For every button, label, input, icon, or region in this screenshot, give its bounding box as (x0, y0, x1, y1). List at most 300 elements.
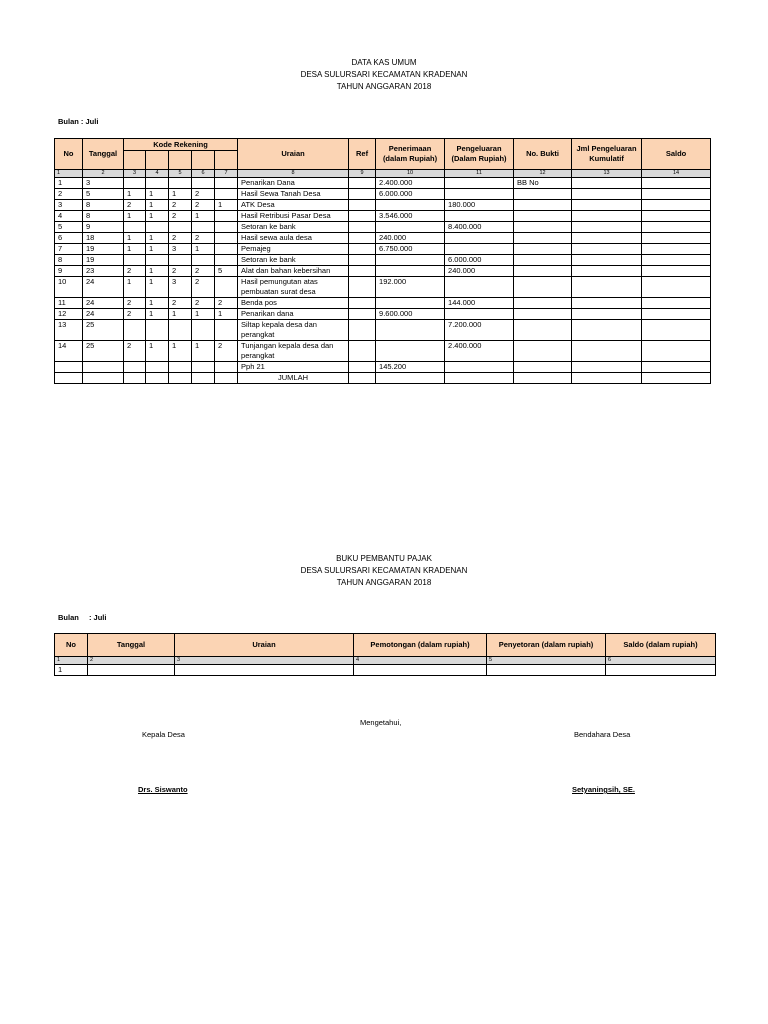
cell-saldo (642, 266, 711, 277)
cell-pengeluaran: 8.400.000 (445, 222, 514, 233)
cell-tanggal: 25 (83, 341, 124, 362)
cell-tanggal: 19 (83, 244, 124, 255)
cell-uraian: JUMLAH (238, 373, 349, 384)
cell-jml-kumulatif (572, 341, 642, 362)
cell-penerimaan (376, 298, 445, 309)
cell-pengeluaran: 180.000 (445, 200, 514, 211)
cell-no: 6 (55, 233, 83, 244)
cell-no-bukti (514, 309, 572, 320)
column-number: 1 (55, 657, 88, 665)
cell-ref (349, 211, 376, 222)
cell-kode-rekening (169, 373, 192, 384)
table-row (55, 200, 711, 211)
cell-kode-rekening: 2 (124, 309, 146, 320)
cell-kode-rekening (169, 255, 192, 266)
cell-kode-rekening: 1 (124, 211, 146, 222)
cell-kode-rekening: 1 (146, 277, 169, 298)
cell-kode-rekening: 2 (124, 298, 146, 309)
table-row (55, 244, 711, 255)
kas-header-kode-sub (146, 151, 169, 170)
cell-ref (349, 266, 376, 277)
cell-uraian: Hasil pemungutan atas pembuatan surat desa (238, 277, 349, 298)
cell-no: 5 (55, 222, 83, 233)
pajak-header-tanggal: Tanggal (88, 634, 175, 657)
table-row (55, 320, 711, 341)
table-row (55, 178, 711, 189)
column-number: 4 (146, 170, 169, 178)
cell-kode-rekening (215, 255, 238, 266)
cell-kode-rekening: 1 (146, 244, 169, 255)
pajak-month-label (58, 613, 106, 622)
kas-header-kode-sub (215, 151, 238, 170)
cell-ref (349, 222, 376, 233)
column-number: 5 (487, 657, 606, 665)
cell-kode-rekening (169, 222, 192, 233)
kas-header-ref: Ref (349, 139, 376, 170)
cell-ref (349, 373, 376, 384)
cell-penerimaan: 6.750.000 (376, 244, 445, 255)
column-number: 5 (169, 170, 192, 178)
cell-pengeluaran (445, 233, 514, 244)
cell-pengeluaran (445, 362, 514, 373)
cell-ref (349, 244, 376, 255)
cell-kode-rekening (169, 320, 192, 341)
cell-kode-rekening (146, 255, 169, 266)
cell-kode-rekening (146, 222, 169, 233)
cell-kode-rekening (192, 373, 215, 384)
cell-kode-rekening (192, 320, 215, 341)
column-number: 3 (175, 657, 354, 665)
cell-tanggal: 3 (83, 178, 124, 189)
column-number: 9 (349, 170, 376, 178)
cell-kode-rekening: 2 (124, 341, 146, 362)
cell-kode-rekening (215, 362, 238, 373)
kas-header-kode-sub (124, 151, 146, 170)
kas-table (54, 138, 711, 384)
cell-no-bukti (514, 211, 572, 222)
cell-penerimaan (376, 341, 445, 362)
table-row (55, 309, 711, 320)
cell-kode-rekening: 1 (124, 244, 146, 255)
cell-tanggal: 24 (83, 277, 124, 298)
cell-kode-rekening: 1 (146, 200, 169, 211)
cell-uraian: Pph 21 (238, 362, 349, 373)
cell-kode-rekening: 2 (169, 211, 192, 222)
cell-no-bukti (514, 244, 572, 255)
cell-uraian: Tunjangan kepala desa dan perangkat (238, 341, 349, 362)
cell-jml-kumulatif (572, 211, 642, 222)
cell-no (55, 373, 83, 384)
table-row (55, 665, 716, 676)
pajak-month-label-text: Bulan (58, 613, 79, 622)
cell-pengeluaran (445, 277, 514, 298)
table-row (55, 266, 711, 277)
cell-no: 7 (55, 244, 83, 255)
table-row (55, 277, 711, 298)
cell-pengeluaran: 7.200.000 (445, 320, 514, 341)
pajak-title-line-2: DESA SULURSARI KECAMATAN KRADENAN (300, 566, 468, 575)
cell-saldo (642, 255, 711, 266)
cell-no: 12 (55, 309, 83, 320)
column-number: 14 (642, 170, 711, 178)
cell-kode-rekening: 2 (215, 341, 238, 362)
cell-jml-kumulatif (572, 255, 642, 266)
cell-no: 1 (55, 665, 88, 676)
cell-saldo (642, 189, 711, 200)
cell-uraian: Siltap kepala desa dan perangkat (238, 320, 349, 341)
cell-kode-rekening: 1 (169, 189, 192, 200)
cell-kode-rekening (192, 178, 215, 189)
cell-kode-rekening: 2 (192, 200, 215, 211)
table-row (55, 255, 711, 266)
cell-kode-rekening: 1 (169, 341, 192, 362)
kas-header-no: No (55, 139, 83, 170)
cell-kode-rekening (124, 373, 146, 384)
pajak-header-uraian: Uraian (175, 634, 354, 657)
cell-saldo (642, 200, 711, 211)
cell-penerimaan (376, 373, 445, 384)
column-number: 11 (445, 170, 514, 178)
cell-no-bukti (514, 320, 572, 341)
cell-penerimaan (376, 222, 445, 233)
pajak-title-line-1: BUKU PEMBANTU PAJAK (336, 554, 432, 563)
cell-kode-rekening (215, 320, 238, 341)
kepala-desa-role: Kepala Desa (142, 730, 185, 739)
table-row (55, 233, 711, 244)
bendahara-desa-name: Setyaningsih, SE. (572, 785, 635, 794)
cell-kode-rekening: 2 (192, 298, 215, 309)
cell-penerimaan: 192.000 (376, 277, 445, 298)
cell-pemotongan (354, 665, 487, 676)
cell-kode-rekening: 2 (124, 200, 146, 211)
cell-kode-rekening: 2 (192, 189, 215, 200)
pajak-header-penyetoran: Penyetoran (dalam rupiah) (487, 634, 606, 657)
cell-no: 9 (55, 266, 83, 277)
cell-kode-rekening: 1 (124, 277, 146, 298)
cell-uraian: Hasil Sewa Tanah Desa (238, 189, 349, 200)
table-row (55, 362, 711, 373)
cell-jml-kumulatif (572, 320, 642, 341)
cell-no-bukti (514, 362, 572, 373)
cell-jml-kumulatif (572, 200, 642, 211)
cell-uraian: Pemajeg (238, 244, 349, 255)
cell-no-bukti (514, 233, 572, 244)
pajak-title-line-3: TAHUN ANGGARAN 2018 (336, 578, 432, 587)
cell-kode-rekening: 2 (215, 298, 238, 309)
cell-kode-rekening: 2 (124, 266, 146, 277)
cell-tanggal: 23 (83, 266, 124, 277)
cell-no-bukti (514, 189, 572, 200)
cell-kode-rekening: 3 (169, 244, 192, 255)
cell-kode-rekening (215, 222, 238, 233)
cell-jml-kumulatif (572, 298, 642, 309)
cell-no (55, 362, 83, 373)
cell-kode-rekening: 2 (169, 200, 192, 211)
cell-saldo (642, 362, 711, 373)
cell-penerimaan: 240.000 (376, 233, 445, 244)
column-number: 4 (354, 657, 487, 665)
cell-jml-kumulatif (572, 233, 642, 244)
cell-tanggal: 18 (83, 233, 124, 244)
column-number: 13 (572, 170, 642, 178)
cell-kode-rekening (124, 255, 146, 266)
cell-tanggal: 25 (83, 320, 124, 341)
cell-no-bukti (514, 277, 572, 298)
cell-pengeluaran: 2.400.000 (445, 341, 514, 362)
cell-no: 3 (55, 200, 83, 211)
cell-kode-rekening (146, 320, 169, 341)
cell-no: 13 (55, 320, 83, 341)
cell-pengeluaran (445, 373, 514, 384)
cell-jml-kumulatif (572, 309, 642, 320)
cell-tanggal: 9 (83, 222, 124, 233)
cell-kode-rekening (124, 362, 146, 373)
cell-jml-kumulatif (572, 266, 642, 277)
cell-saldo (606, 665, 716, 676)
kas-header-jml-kumulatif: Jml Pengeluaran Kumulatif (572, 139, 642, 170)
kas-header-kode-rekening: Kode Rekening (124, 139, 238, 151)
cell-kode-rekening (215, 233, 238, 244)
pajak-header-no: No (55, 634, 88, 657)
cell-saldo (642, 341, 711, 362)
column-number: 10 (376, 170, 445, 178)
cell-no: 14 (55, 341, 83, 362)
cell-kode-rekening: 1 (146, 189, 169, 200)
table-row (55, 189, 711, 200)
cell-tanggal: 19 (83, 255, 124, 266)
cell-pengeluaran (445, 189, 514, 200)
kas-header-kode-sub (192, 151, 215, 170)
cell-kode-rekening: 1 (146, 211, 169, 222)
kas-header-tanggal: Tanggal (83, 139, 124, 170)
cell-uraian (175, 665, 354, 676)
cell-kode-rekening (215, 189, 238, 200)
cell-saldo (642, 178, 711, 189)
kas-title-line-3: TAHUN ANGGARAN 2018 (336, 82, 432, 91)
cell-tanggal: 24 (83, 298, 124, 309)
kas-title-line-2: DESA SULURSARI KECAMATAN KRADENAN (300, 70, 468, 79)
kas-month-label: Bulan : Juli (58, 117, 99, 126)
cell-kode-rekening: 1 (169, 309, 192, 320)
cell-saldo (642, 222, 711, 233)
cell-kode-rekening: 1 (215, 309, 238, 320)
cell-pengeluaran: 6.000.000 (445, 255, 514, 266)
cell-tanggal: 5 (83, 189, 124, 200)
cell-no-bukti (514, 298, 572, 309)
cell-saldo (642, 309, 711, 320)
kas-header-uraian: Uraian (238, 139, 349, 170)
cell-pengeluaran: 144.000 (445, 298, 514, 309)
cell-uraian: Setoran ke bank (238, 222, 349, 233)
cell-kode-rekening: 1 (124, 233, 146, 244)
cell-no: 2 (55, 189, 83, 200)
column-number: 1 (55, 170, 83, 178)
table-row (55, 211, 711, 222)
table-row (55, 373, 711, 384)
cell-kode-rekening: 1 (192, 211, 215, 222)
kas-column-number-row (55, 170, 711, 178)
kas-header-pengeluaran: Pengeluaran (Dalam Rupiah) (445, 139, 514, 170)
cell-kode-rekening (146, 178, 169, 189)
cell-kode-rekening: 3 (169, 277, 192, 298)
cell-ref (349, 362, 376, 373)
cell-no-bukti: BB No (514, 178, 572, 189)
cell-penerimaan: 3.546.000 (376, 211, 445, 222)
cell-tanggal (88, 665, 175, 676)
cell-ref (349, 233, 376, 244)
cell-penerimaan: 9.600.000 (376, 309, 445, 320)
column-number: 2 (83, 170, 124, 178)
table-row (55, 222, 711, 233)
cell-kode-rekening: 1 (146, 266, 169, 277)
cell-kode-rekening (215, 373, 238, 384)
kepala-desa-name: Drs. Siswanto (138, 785, 188, 794)
cell-tanggal (83, 373, 124, 384)
cell-kode-rekening: 2 (192, 266, 215, 277)
cell-ref (349, 298, 376, 309)
cell-saldo (642, 244, 711, 255)
cell-penerimaan (376, 255, 445, 266)
cell-no-bukti (514, 266, 572, 277)
cell-kode-rekening: 2 (192, 233, 215, 244)
cell-kode-rekening (169, 362, 192, 373)
cell-uraian: Hasil sewa aula desa (238, 233, 349, 244)
pajak-title-block (0, 553, 768, 589)
cell-uraian: Penarikan dana (238, 309, 349, 320)
cell-uraian: Benda pos (238, 298, 349, 309)
pajak-table (54, 633, 716, 676)
kas-title-block (0, 57, 768, 93)
cell-pengeluaran (445, 309, 514, 320)
cell-ref (349, 309, 376, 320)
cell-kode-rekening: 1 (146, 233, 169, 244)
cell-no-bukti (514, 373, 572, 384)
column-number: 12 (514, 170, 572, 178)
cell-ref (349, 277, 376, 298)
cell-kode-rekening: 1 (192, 341, 215, 362)
cell-penyetoran (487, 665, 606, 676)
kas-header-no-bukti: No. Bukti (514, 139, 572, 170)
cell-kode-rekening: 1 (192, 244, 215, 255)
cell-ref (349, 255, 376, 266)
bendahara-desa-role: Bendahara Desa (574, 730, 631, 739)
column-number: 6 (192, 170, 215, 178)
pajak-header-saldo: Saldo (dalam rupiah) (606, 634, 716, 657)
cell-penerimaan (376, 266, 445, 277)
cell-no: 11 (55, 298, 83, 309)
cell-jml-kumulatif (572, 178, 642, 189)
cell-kode-rekening (124, 222, 146, 233)
column-number: 7 (215, 170, 238, 178)
cell-kode-rekening: 1 (124, 189, 146, 200)
kas-header-saldo: Saldo (642, 139, 711, 170)
column-number: 8 (238, 170, 349, 178)
column-number: 2 (88, 657, 175, 665)
cell-jml-kumulatif (572, 373, 642, 384)
cell-penerimaan (376, 320, 445, 341)
cell-saldo (642, 233, 711, 244)
cell-no-bukti (514, 222, 572, 233)
cell-jml-kumulatif (572, 222, 642, 233)
table-row (55, 341, 711, 362)
cell-no: 8 (55, 255, 83, 266)
cell-kode-rekening: 1 (146, 298, 169, 309)
cell-pengeluaran (445, 178, 514, 189)
cell-kode-rekening (146, 362, 169, 373)
cell-no-bukti (514, 255, 572, 266)
cell-kode-rekening (215, 244, 238, 255)
cell-kode-rekening (192, 362, 215, 373)
cell-kode-rekening: 1 (146, 309, 169, 320)
cell-uraian: Alat dan bahan kebersihan (238, 266, 349, 277)
cell-pengeluaran (445, 244, 514, 255)
cell-jml-kumulatif (572, 277, 642, 298)
cell-uraian: Hasil Retribusi Pasar Desa (238, 211, 349, 222)
cell-kode-rekening: 2 (169, 298, 192, 309)
cell-jml-kumulatif (572, 362, 642, 373)
kas-header-penerimaan: Penerimaan (dalam Rupiah) (376, 139, 445, 170)
pajak-month-value: : Juli (88, 613, 107, 622)
cell-kode-rekening: 2 (169, 233, 192, 244)
cell-kode-rekening: 1 (146, 341, 169, 362)
kas-header-kode-sub (169, 151, 192, 170)
cell-kode-rekening: 2 (169, 266, 192, 277)
cell-uraian: ATK Desa (238, 200, 349, 211)
cell-no-bukti (514, 341, 572, 362)
cell-kode-rekening: 2 (192, 277, 215, 298)
pajak-header-pemotongan: Pemotongan (dalam rupiah) (354, 634, 487, 657)
cell-ref (349, 341, 376, 362)
cell-kode-rekening (192, 255, 215, 266)
cell-saldo (642, 320, 711, 341)
cell-penerimaan (376, 200, 445, 211)
cell-no: 4 (55, 211, 83, 222)
cell-pengeluaran: 240.000 (445, 266, 514, 277)
pajak-column-number-row (55, 657, 716, 665)
cell-kode-rekening (169, 178, 192, 189)
mengetahui-label: Mengetahui, (360, 718, 402, 727)
kas-title-line-1: DATA KAS UMUM (351, 58, 417, 67)
cell-tanggal (83, 362, 124, 373)
cell-kode-rekening (215, 211, 238, 222)
cell-tanggal: 8 (83, 211, 124, 222)
cell-no: 10 (55, 277, 83, 298)
cell-saldo (642, 298, 711, 309)
cell-kode-rekening: 1 (192, 309, 215, 320)
cell-kode-rekening (124, 320, 146, 341)
cell-kode-rekening (146, 373, 169, 384)
cell-kode-rekening (215, 178, 238, 189)
cell-ref (349, 178, 376, 189)
column-number: 3 (124, 170, 146, 178)
cell-kode-rekening (215, 277, 238, 298)
cell-jml-kumulatif (572, 189, 642, 200)
cell-jml-kumulatif (572, 244, 642, 255)
cell-ref (349, 200, 376, 211)
cell-kode-rekening: 5 (215, 266, 238, 277)
cell-saldo (642, 211, 711, 222)
cell-ref (349, 189, 376, 200)
cell-uraian: Setoran ke bank (238, 255, 349, 266)
column-number: 6 (606, 657, 716, 665)
cell-saldo (642, 373, 711, 384)
cell-kode-rekening (192, 222, 215, 233)
cell-no: 1 (55, 178, 83, 189)
cell-penerimaan: 145.200 (376, 362, 445, 373)
table-row (55, 298, 711, 309)
cell-kode-rekening (124, 178, 146, 189)
cell-pengeluaran (445, 211, 514, 222)
